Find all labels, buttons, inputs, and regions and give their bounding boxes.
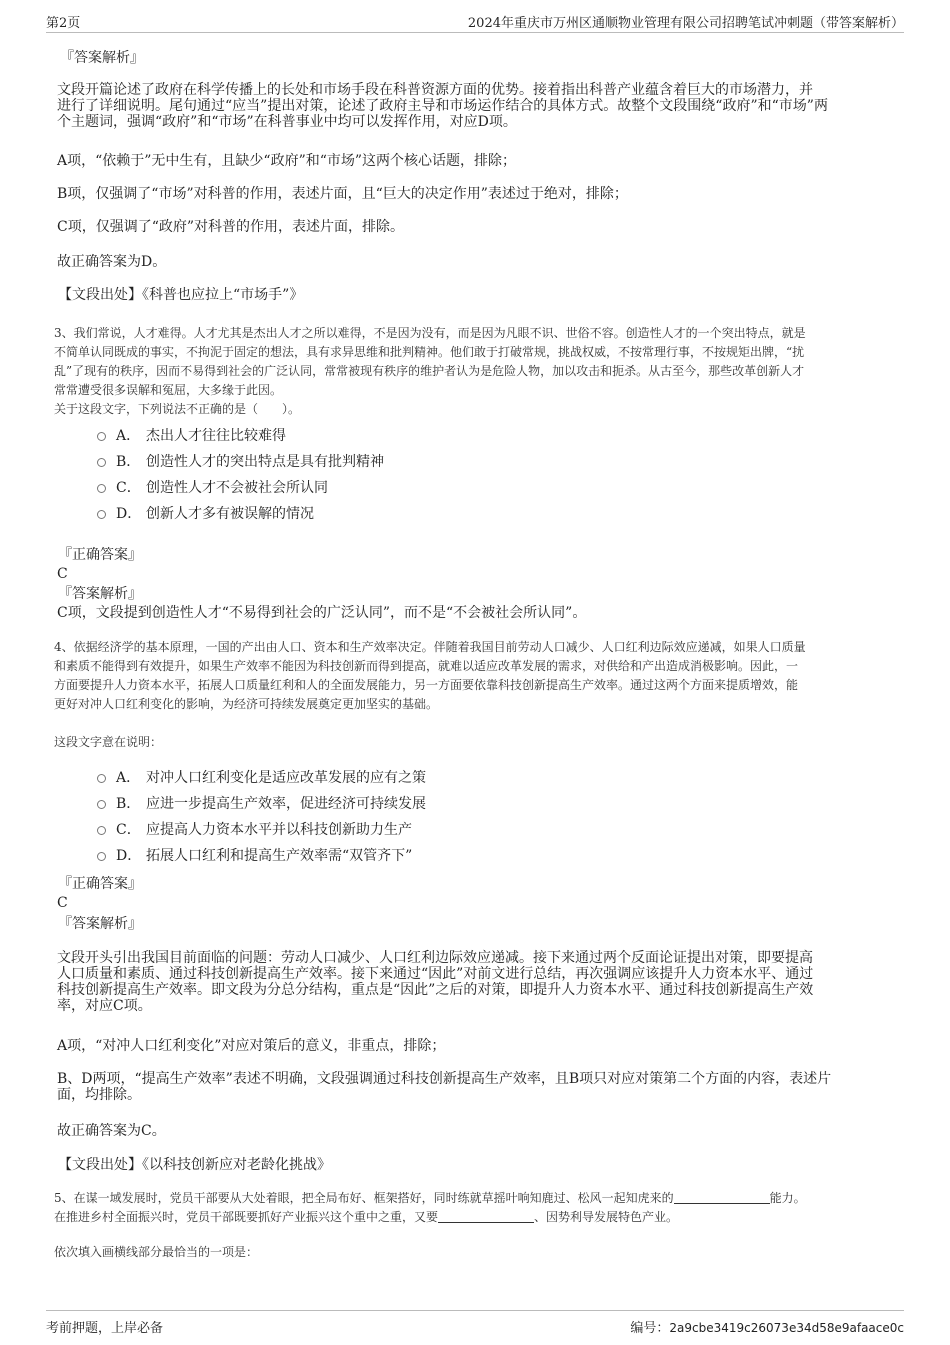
answer-conclusion: 故正确答案为D。	[57, 254, 167, 270]
option-text: 应进一步提高生产效率，促进经济可持续发展	[146, 796, 426, 812]
analysis-line: 个主题词，强调“政府”和“市场”在科普事业中均可以发挥作用，对应D项。	[57, 114, 517, 130]
stem-text: 能力。	[769, 1191, 806, 1205]
page-number: 第2页	[46, 16, 81, 31]
stem-line: 常常遭受很多误解和冤屈，大多缘于此因。	[54, 383, 283, 397]
analysis-line: 率，对应C项。	[57, 998, 152, 1014]
option-letter: C．	[116, 480, 141, 496]
stem-text: 、因势利导发展特色产业。	[534, 1210, 679, 1224]
correct-answer: C	[57, 895, 68, 911]
analysis-label: 『答案解析』	[58, 916, 142, 932]
q3-option-d[interactable]	[97, 506, 314, 522]
radio-button[interactable]	[97, 432, 106, 441]
stem-line	[54, 1189, 904, 1208]
option-bd-note	[57, 1071, 898, 1103]
stem-text: 在推进乡村全面振兴时，党员干部既要抓好产业振兴这个重中之重，又要	[54, 1210, 439, 1224]
analysis-label: 『答案解析』	[60, 50, 144, 66]
stem-line	[54, 1208, 904, 1227]
stem-line: 和素质不能得到有效提升，如果生产效率不能因为科技创新而得到提高，就难以适应改革发展的需求，对供给和产出造成消极影响。因此，一	[54, 659, 799, 673]
option-text: 对冲人口红利变化是适应改革发展的应有之策	[146, 770, 426, 786]
analysis-text: C项，文段提到创造性人才“不易得到社会的广泛认同”，而不是“不会被社会所认同”。	[57, 605, 587, 621]
document-title: 2024年重庆市万州区通顺物业管理有限公司招聘笔试冲刺题（带答案解析）	[467, 16, 904, 31]
note-line: 面，均排除。	[57, 1087, 141, 1103]
q4-option-a[interactable]	[97, 770, 426, 786]
analysis-text	[57, 950, 898, 1014]
option-b-note: B项，仅强调了“市场”对科普的作用，表述片面，且“巨大的决定作用”表述过于绝对，排除；	[57, 186, 628, 202]
analysis-line: 进行了详细说明。尾句通过“应当”提出对策，论述了政府主导和市场运作结合的具体方式。故整个文段围绕“政府”和“市场”两	[57, 98, 828, 114]
analysis-line: 文段开头引出我国目前面临的问题：劳动人口减少、人口红利边际效应递减。接下来通过两个反面论证提出对策，即要提高	[57, 950, 813, 966]
option-a-note: A项，“依赖于”无中生有，且缺少“政府”和“市场”这两个核心话题，排除；	[57, 153, 517, 169]
option-letter: A．	[116, 770, 141, 786]
q3-option-a[interactable]	[97, 428, 286, 444]
code-label: 编号：	[630, 1321, 670, 1336]
option-letter: A．	[116, 428, 141, 444]
question-4-stem	[54, 638, 904, 714]
option-letter: C．	[116, 822, 141, 838]
analysis-line: 科技创新提高生产效率。即文段为分总分结构，重点是“因此”之后的对策，即提升人力资本水平、通过科技创新提高生产效	[57, 982, 814, 998]
q3-option-c[interactable]	[97, 480, 328, 496]
answer-conclusion: 故正确答案为C。	[57, 1123, 166, 1139]
stem-line: 不简单认同既成的事实，不拘泥于固定的想法，具有求异思维和批判精神。他们敢于打破常规，挑战权威，不按常理行事，不按规矩出牌，“扰	[54, 345, 805, 359]
q4-option-b[interactable]	[97, 796, 426, 812]
analysis-line: 文段开篇论述了政府在科学传播上的长处和市场手段在科普资源方面的优势。接着指出科普产业蕴含着巨大的市场潜力，并	[57, 82, 813, 98]
radio-button[interactable]	[97, 852, 106, 861]
fill-blank-1[interactable]	[674, 1191, 770, 1204]
option-a-note: A项，“对冲人口红利变化”对应对策后的意义，非重点，排除；	[57, 1038, 446, 1054]
stem-line: 关于这段文字，下列说法不正确的是（ ）。	[54, 402, 301, 416]
page-footer	[46, 1310, 904, 1337]
code-value: 2a9cbe3419c26073e34d58e9afaace0c	[669, 1321, 904, 1335]
option-text: 杰出人才往往比较难得	[146, 428, 286, 444]
correct-answer-label: 『正确答案』	[58, 876, 142, 892]
stem-line: 4、依据经济学的基本原理，一国的产出由人口、资本和生产效率决定。伴随着我国目前劳动人口减少、人口红利边际效应递减，如果人口质量	[54, 640, 806, 654]
page-header	[46, 10, 904, 33]
option-letter: B．	[116, 796, 141, 812]
option-letter: D．	[116, 848, 142, 864]
option-text: 创新人才多有被误解的情况	[146, 506, 314, 522]
radio-button[interactable]	[97, 826, 106, 835]
option-text: 创造性人才的突出特点是具有批判精神	[146, 454, 384, 470]
stem-line: 更好对冲人口红利变化的影响，为经济可持续发展奠定更加坚实的基础。	[54, 697, 439, 711]
stem-text: 5、在谋一域发展时，党员干部要从大处着眼，把全局布好、框架搭好，同时练就草摇叶响知鹿过、松风一起知虎来的	[54, 1191, 674, 1205]
passage-source: 【文段出处】《科普也应拉上“市场手”》	[58, 287, 304, 303]
stem-line: 3、我们常说，人才难得。人才尤其是杰出人才之所以难得，不是因为没有，而是因为凡眼不识、世俗不容。创造性人才的一个突出特点，就是	[54, 326, 806, 340]
option-letter: B．	[116, 454, 141, 470]
question-5-prompt: 依次填入画横线部分最恰当的一项是：	[54, 1245, 259, 1259]
fill-blank-2[interactable]	[438, 1210, 534, 1223]
option-text: 创造性人才不会被社会所认同	[146, 480, 328, 496]
document-code	[630, 1317, 904, 1336]
stem-line: 乱”了现有的秩序，因而不易得到社会的广泛认同，常常被现有秩序的维护者认为是危险人物，加以攻击和扼杀。从古至今，那些改革创新人才	[54, 364, 805, 378]
correct-answer-label: 『正确答案』	[58, 547, 142, 563]
radio-button[interactable]	[97, 774, 106, 783]
analysis-text	[57, 82, 898, 130]
radio-button[interactable]	[97, 484, 106, 493]
radio-button[interactable]	[97, 458, 106, 467]
option-letter: D．	[116, 506, 142, 522]
question-5-stem	[54, 1189, 904, 1227]
footer-slogan: 考前押题，上岸必备	[46, 1321, 164, 1336]
option-text: 拓展人口红利和提高生产效率需“双管齐下”	[146, 848, 413, 864]
question-4-prompt: 这段文字意在说明：	[54, 735, 163, 749]
question-3-stem	[54, 324, 904, 419]
passage-source: 【文段出处】《以科技创新应对老龄化挑战》	[58, 1157, 331, 1173]
q4-option-d[interactable]	[97, 848, 412, 864]
correct-answer: C	[57, 566, 68, 582]
option-text: 应提高人力资本水平并以科技创新助力生产	[146, 822, 412, 838]
q4-option-c[interactable]	[97, 822, 412, 838]
option-c-note: C项，仅强调了“政府”对科普的作用，表述片面，排除。	[57, 219, 405, 235]
analysis-label: 『答案解析』	[58, 586, 142, 602]
stem-line: 方面要提升人力资本水平，拓展人口质量红利和人的全面发展能力，另一方面要依靠科技创新提高生产效率。通过这两个方面来提质增效，能	[54, 678, 799, 692]
note-line: B、D两项，“提高生产效率”表述不明确，文段强调通过科技创新提高生产效率，且B项只对应对策第二个方面的内容，表述片	[57, 1071, 832, 1087]
radio-button[interactable]	[97, 510, 106, 519]
analysis-line: 人口质量和素质、通过科技创新提高生产效率。接下来通过“因此”对前文进行总结，再次强调应该提升人力资本水平、通过	[57, 966, 814, 982]
q3-option-b[interactable]	[97, 454, 384, 470]
radio-button[interactable]	[97, 800, 106, 809]
